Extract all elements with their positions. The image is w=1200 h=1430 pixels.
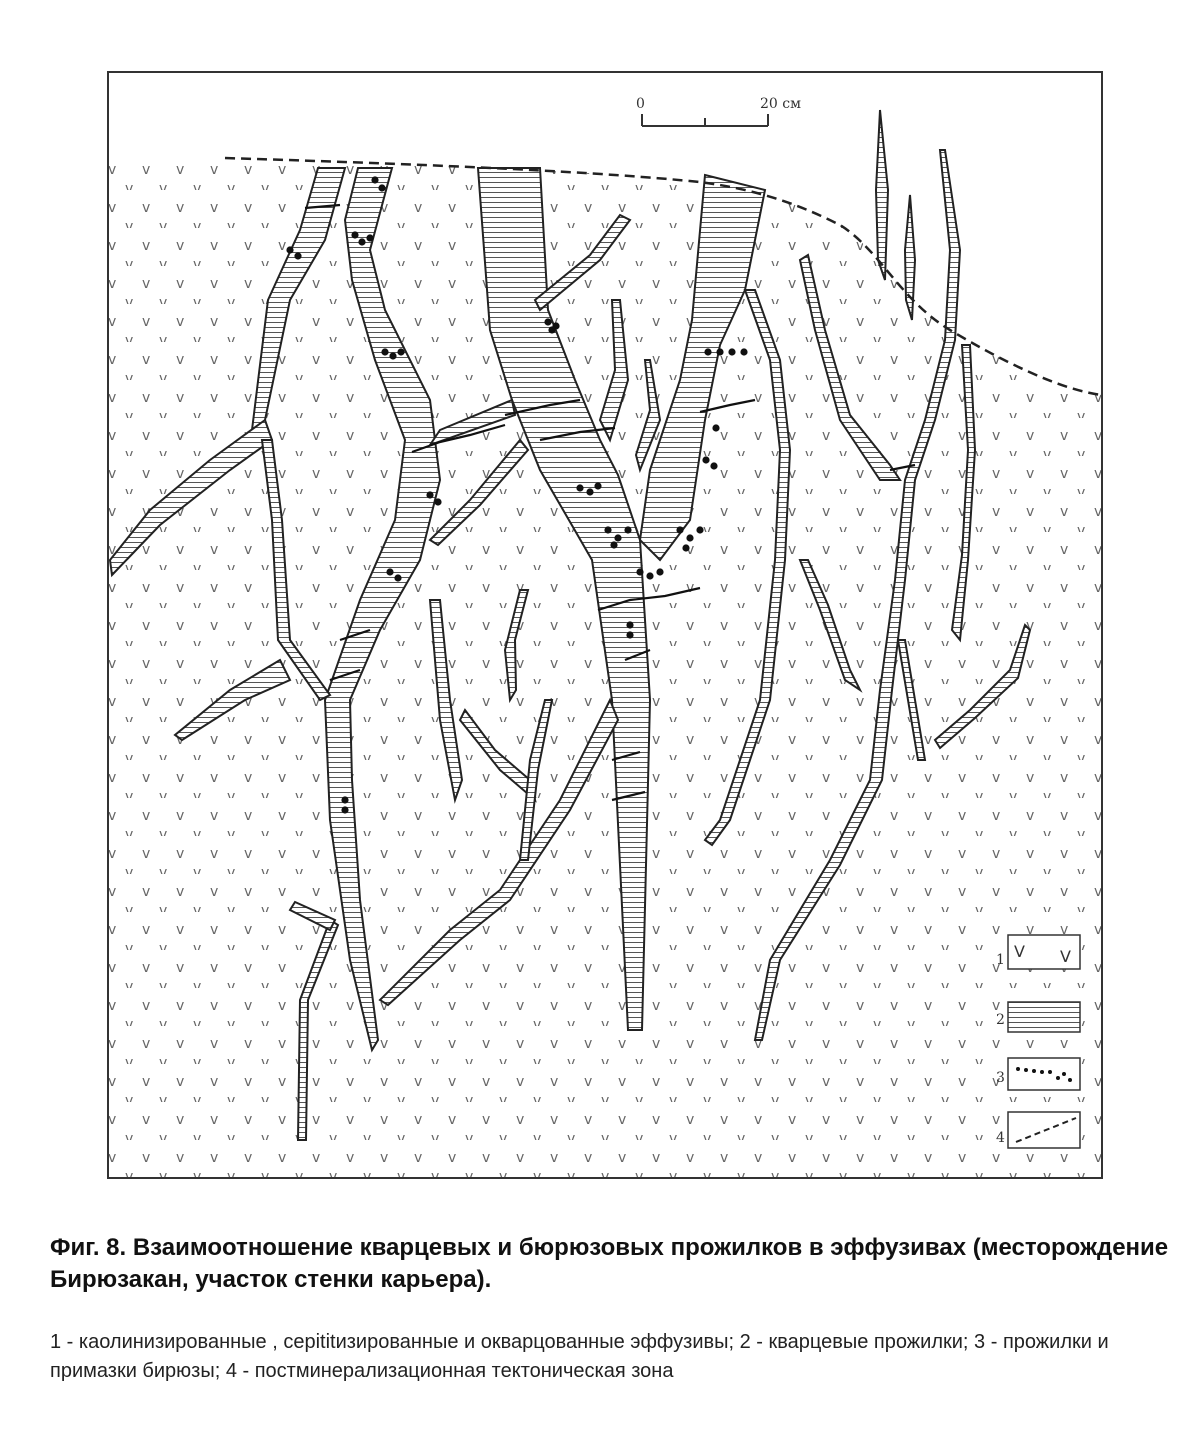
turquoise-dot (698, 528, 703, 533)
turquoise-dot (288, 248, 293, 253)
turquoise-dot (606, 528, 611, 533)
turquoise-dot (684, 546, 689, 551)
turquoise-dot (380, 186, 385, 191)
turquoise-dot (688, 536, 693, 541)
turquoise-dot (588, 490, 593, 495)
legend-swatch-turquoise (1008, 1058, 1080, 1090)
turquoise-dot (391, 354, 396, 359)
turquoise-dot (353, 233, 358, 238)
legend-number: 4 (996, 1130, 1005, 1146)
turquoise-dot (396, 576, 401, 581)
legend-number: 1 (996, 952, 1005, 968)
turquoise-dot (368, 236, 373, 241)
turquoise-dot (612, 543, 617, 548)
turquoise-dot (436, 500, 441, 505)
turquoise-dot (626, 528, 631, 533)
turquoise-dot (360, 240, 365, 245)
turquoise-dot (546, 320, 551, 325)
scale-bar-end-label: 20 см (760, 96, 801, 112)
legend-effusive-symbol: V (1060, 947, 1071, 966)
turquoise-dot (399, 350, 404, 355)
turquoise-dot (616, 536, 621, 541)
turquoise-dot (730, 350, 735, 355)
turquoise-dot (658, 570, 663, 575)
legend-swatch-quartz (1008, 1002, 1080, 1032)
scale-bar-start-label: 0 (636, 96, 645, 112)
turquoise-dot (373, 178, 378, 183)
turquoise-dot (343, 808, 348, 813)
turquoise-dot (628, 633, 633, 638)
turquoise-dot (296, 254, 301, 259)
turquoise-dot (714, 426, 719, 431)
turquoise-dot (550, 328, 555, 333)
legend-number: 3 (996, 1070, 1005, 1086)
turquoise-dot (578, 486, 583, 491)
turquoise-dot (428, 493, 433, 498)
turquoise-dot (706, 350, 711, 355)
turquoise-dot (383, 350, 388, 355)
turquoise-dot (704, 458, 709, 463)
figure-caption-title: Фиг. 8. Взаимоотношение кварцевых и бюрюзовых прожилков в эффузивах (месторождение Бирюзакан, участок стенки карьера). (50, 1234, 1169, 1293)
figure-caption-legend: 1 - каолинизированные , серititизированные и окварцованные эффузивы; 2 - кварцевые прожилки; 3 - прожилки и примазки бирюзы; 4 - постминерализационная тектоническая зона (50, 1331, 1109, 1382)
legend-number: 2 (996, 1012, 1005, 1028)
turquoise-dot (343, 798, 348, 803)
legend-effusive-symbol: V (1014, 942, 1025, 961)
turquoise-dot (596, 484, 601, 489)
turquoise-dot (678, 528, 683, 533)
turquoise-dot (648, 574, 653, 579)
turquoise-dot (388, 570, 393, 575)
turquoise-dot (712, 464, 717, 469)
turquoise-dot (718, 350, 723, 355)
turquoise-dot (628, 623, 633, 628)
turquoise-dot (742, 350, 747, 355)
turquoise-dot (638, 570, 643, 575)
